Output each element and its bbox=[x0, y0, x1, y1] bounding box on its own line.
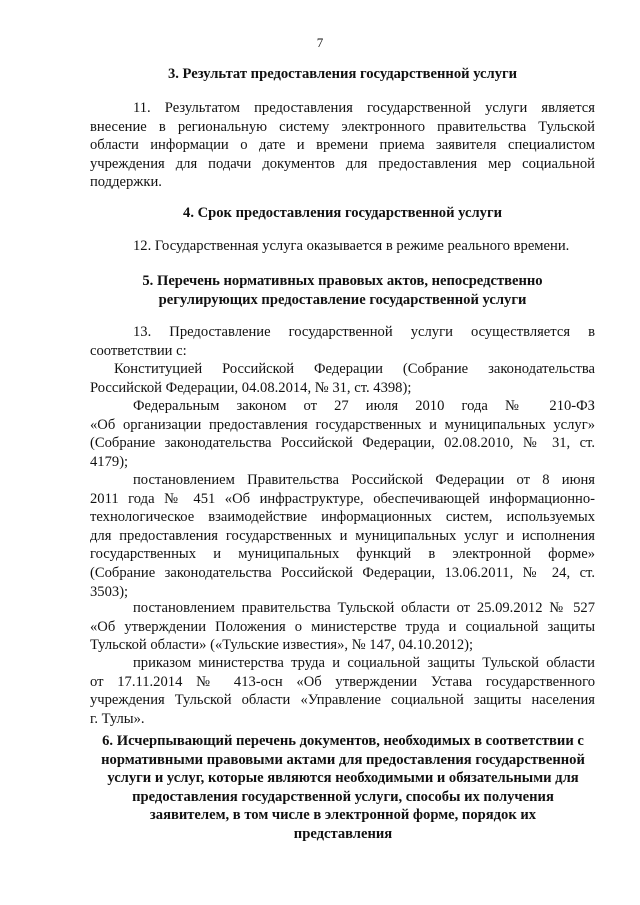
item-line: (Собрание законодательства Российской Федерации, 02.08.2010, № 31, ст. bbox=[90, 435, 595, 452]
paragraph-12 bbox=[90, 237, 595, 256]
item-line: 3503); bbox=[90, 583, 129, 600]
paragraph-13 bbox=[90, 323, 595, 360]
paragraph-11 bbox=[90, 99, 595, 192]
paragraph-line: 13. Предоставление государственной услуги осуществляется в bbox=[133, 324, 595, 340]
item-line: «Об организации предоставления государственных и муниципальных услуг» bbox=[90, 416, 595, 433]
item-line: Конституцией Российской Федерации (Собрание законодательства bbox=[114, 361, 595, 377]
item-line: Федеральным законом от 27 июля 2010 года № 210-ФЗ bbox=[133, 398, 595, 414]
heading-line: 6. Исчерпывающий перечень документов, необходимых в соответствии с bbox=[102, 733, 584, 749]
heading-line: регулирующих предоставление государственной услуги bbox=[158, 291, 527, 308]
item-line: г. Тулы». bbox=[90, 710, 145, 727]
legal-act-item-5 bbox=[90, 654, 595, 728]
legal-act-item-3 bbox=[90, 471, 595, 601]
section-4-heading: 4. Срок предоставления государственной услуги bbox=[183, 205, 502, 221]
legal-act-item-1 bbox=[90, 360, 595, 397]
paragraph-line: 12. Государственная услуга оказывается в режиме реального времени. bbox=[133, 238, 570, 254]
legal-act-item-2 bbox=[90, 397, 595, 471]
section-5-heading bbox=[90, 272, 595, 309]
heading-line: 5. Перечень нормативных правовых актов, непосредственно bbox=[142, 273, 543, 289]
paragraph-line: поддержки. bbox=[90, 174, 162, 191]
item-line: технологическое взаимодействие информационных систем, используемых bbox=[90, 509, 595, 526]
heading-line: заявителем, в том числе в электронной форме, порядок их bbox=[149, 807, 537, 824]
paragraph-line: 11. Результатом предоставления государственной услуги является bbox=[133, 100, 595, 116]
item-line: 4179); bbox=[90, 453, 129, 470]
item-line: Тульской области» («Тульские известия», № 147, 04.10.2012); bbox=[90, 637, 474, 654]
item-line: государственных и муниципальных функций в электронной форме» bbox=[90, 546, 595, 563]
item-line: постановлением правительства Тульской области от 25.09.2012 № 527 bbox=[133, 600, 595, 616]
section-6-heading bbox=[88, 732, 598, 844]
item-line: Российской Федерации, 04.08.2014, № 31, ст. 4398); bbox=[90, 379, 412, 396]
heading-line: нормативными правовыми актами для предоставления государственной bbox=[101, 751, 585, 768]
legal-act-item-4 bbox=[90, 599, 595, 655]
item-line: «Об утверждении Положения о министерстве труда и социальной защиты bbox=[90, 618, 595, 635]
item-line: приказом министерства труда и социальной защиты Тульской области bbox=[133, 655, 595, 671]
item-line: 2011 года № 451 «Об инфраструктуре, обеспечивающей информационно- bbox=[90, 490, 595, 507]
item-line: для предоставления государственных и муниципальных услуг и исполнения bbox=[90, 527, 595, 544]
page-number: 7 bbox=[316, 35, 324, 50]
paragraph-line: внесение в региональную систему электронного правительства Тульской bbox=[90, 118, 595, 135]
paragraph-line: области информации о дате и времени приема заявителя специалистом bbox=[90, 137, 595, 154]
paragraph-line: учреждения для подачи документов для предоставления мер социальной bbox=[90, 155, 595, 172]
paragraph-line: соответствии с: bbox=[90, 342, 187, 359]
heading-line: предоставления государственной услуги, способы их получения bbox=[132, 788, 554, 805]
heading-line: представления bbox=[293, 825, 393, 842]
item-line: (Собрание законодательства Российской Федерации, 13.06.2011, № 24, ст. bbox=[90, 564, 595, 581]
item-line: от 17.11.2014 № 413-осн «Об утверждении Устава государственного bbox=[90, 673, 595, 690]
item-line: учреждения Тульской области «Управление социальной защиты населения bbox=[90, 692, 595, 709]
section-3-heading: 3. Результат предоставления государственной услуги bbox=[167, 66, 518, 82]
item-line: постановлением Правительства Российской Федерации от 8 июня bbox=[133, 472, 595, 488]
heading-line: услуги и услуг, которые являются необходимыми и обязательными для bbox=[107, 770, 579, 787]
